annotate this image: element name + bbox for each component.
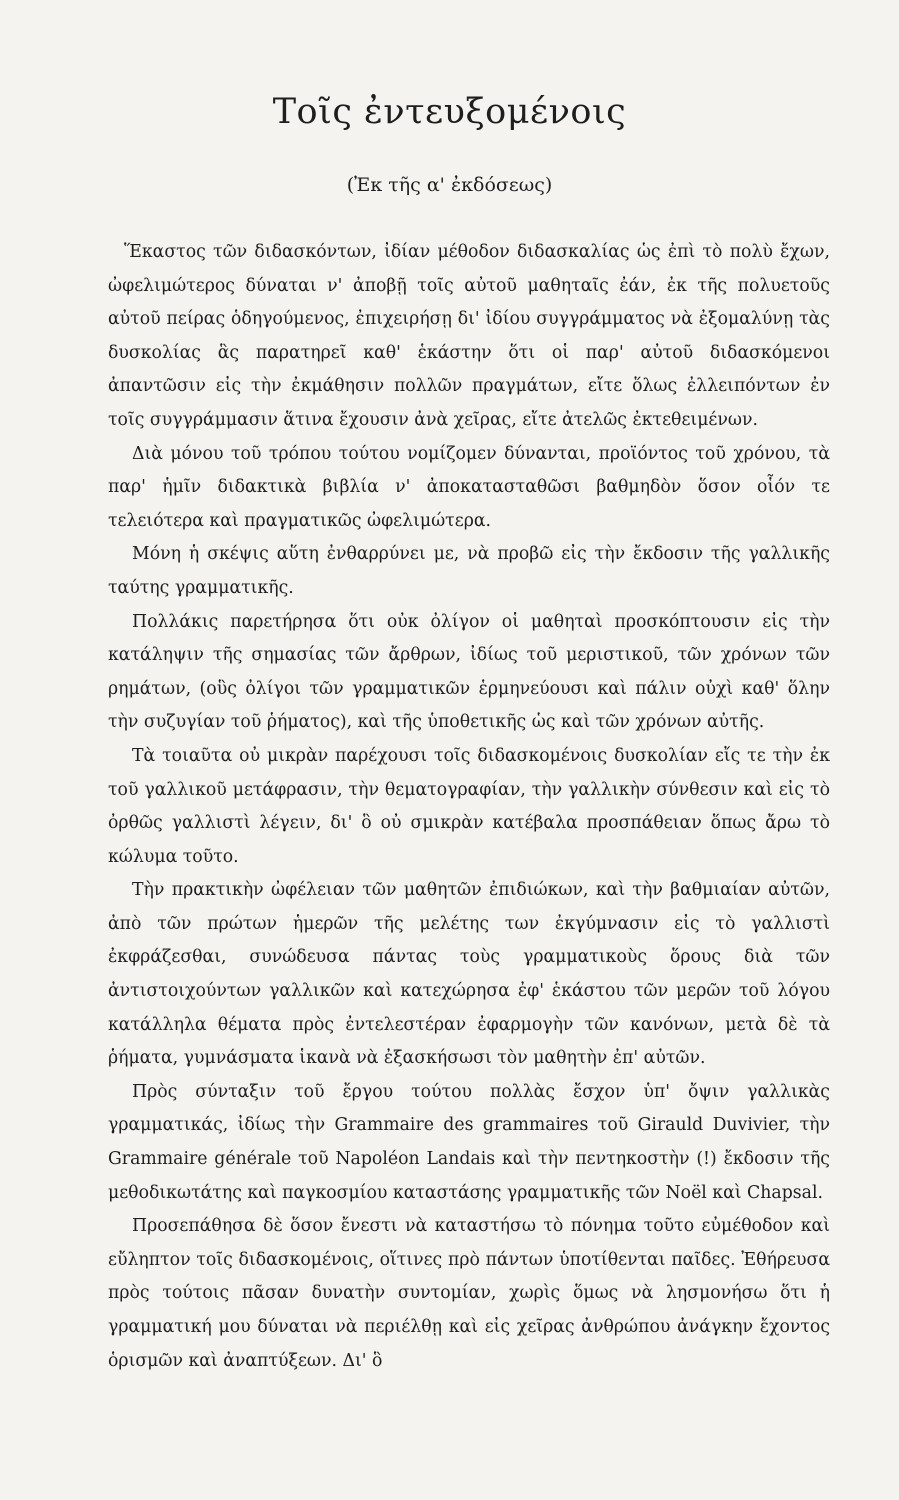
paragraph: Τὰ τοιαῦτα οὐ μικρὰν παρέχουσι τοῖς διδασκομένοις δυσκολίαν εἴς τε τὴν ἐκ τοῦ γαλλικοῦ μετάφρασιν, τὴν θεματογραφίαν, τὴν γαλλικὴν σύνθεσιν καὶ εἰς τὸ ὀρθῶς γαλλιστὶ λέγειν, δι' ὃ οὐ σμικρὰν κατέβαλα προσπάθειαν ὅπως ἄρω τὸ κώλυμα τοῦτο. (108, 745, 830, 867)
page-title: Τοῖς ἐντευξομένοις (272, 92, 627, 132)
body-text (108, 236, 830, 1378)
paragraph: Διὰ μόνου τοῦ τρόπου τούτου νομίζομεν δύνανται, προϊόντος τοῦ χρόνου, τὰ παρ' ἡμῖν διδακτικὰ βιβλία ν' ἀποκατασταθῶσι βαθμηδὸν ὅσον οἷόν τε τελειότερα καὶ πραγματικῶς ὠφελιμώτερα. (108, 443, 830, 531)
paragraph: Προσεπάθησα δὲ ὅσον ἔνεστι νὰ καταστήσω τὸ πόνημα τοῦτο εὐμέθοδον καὶ εὔληπτον τοῖς διδασκομένοις, οἵτινες πρὸ πάντων ὑποτίθενται παῖδες. Ἐθήρευσα πρὸς τούτοις πᾶσαν δυνατὴν συντομίαν, χωρὶς ὅμως νὰ λησμονήσω ὅτι ἡ γραμματική μου δύναται νὰ περιέλθῃ καὶ εἰς χεῖρας ἀνθρώπου ἀνάγκην ἔχοντος ὁρισμῶν καὶ ἀναπτύξεων. Δι' ὃ (108, 1216, 830, 1371)
paragraph: Ἕκαστος τῶν διδασκόντων, ἰδίαν μέθοδον διδασκαλίας ὡς ἐπὶ τὸ πολὺ ἔχων, ὠφελιμώτερος δύναται ν' ἀποβῇ τοῖς αὐτοῦ μαθηταῖς ἐάν, ἐκ τῆς πολυετοῦς αὐτοῦ πείρας ὁδηγούμενος, ἐπιχειρήσῃ δι' ἰδίου συγγράμματος νὰ ἐξομαλύνῃ τὰς δυσκολίας ἃς παρατηρεῖ καθ' ἑκάστην ὅτι οἱ παρ' αὐτοῦ διδασκόμενοι ἀπαντῶσιν εἰς τὴν ἐκμάθησιν πολλῶν πραγμάτων, εἴτε ὅλως ἐλλειπόντων ἐν τοῖς συγγράμμασιν ἅτινα ἔχουσιν ἀνὰ χεῖρας, εἴτε ἀτελῶς ἐκτεθειμένων. (108, 242, 830, 430)
page-subtitle: (Ἐκ τῆς α' ἐκδόσεως) (346, 174, 553, 196)
paragraph: Πρὸς σύνταξιν τοῦ ἔργου τούτου πολλὰς ἔσχον ὑπ' ὄψιν γαλλικὰς γραμματικάς, ἰδίως τὴν Grammaire des grammaires τοῦ Girauld Duvivier, τὴν Grammaire générale τοῦ Napoléon Landais καὶ τὴν πεντηκοστὴν (!) ἔκδοσιν τῆς μεθοδικωτάτης καὶ παγκοσμίου καταστάσης γραμματικῆς τῶν Noël καὶ Chapsal. (108, 1081, 830, 1203)
paragraph: Πολλάκις παρετήρησα ὅτι οὐκ ὀλίγον οἱ μαθηταὶ προσκόπτουσιν εἰς τὴν κατάληψιν τῆς σημασίας τῶν ἄρθρων, ἰδίως τοῦ μεριστικοῦ, τῶν χρόνων τῶν ρημάτων, (οὓς ὀλίγοι τῶν γραμματικῶν ἑρμηνεύουσι καὶ πάλιν οὐχὶ καθ' ὅλην τὴν συζυγίαν τοῦ ῥήματος), καὶ τῆς ὑποθετικῆς ὡς καὶ τῶν χρόνων αὐτῆς. (108, 611, 830, 733)
paragraph: Μόνη ἡ σκέψις αὕτη ἐνθαρρύνει με, νὰ προβῶ εἰς τὴν ἔκδοσιν τῆς γαλλικῆς ταύτης γραμματικῆς. (108, 544, 830, 598)
paragraph: Τὴν πρακτικὴν ὠφέλειαν τῶν μαθητῶν ἐπιδιώκων, καὶ τὴν βαθμιαίαν αὐτῶν, ἀπὸ τῶν πρώτων ἡμερῶν τῆς μελέτης των ἐκγύμνασιν εἰς τὸ γαλλιστὶ ἐκφράζεσθαι, συνώδευσα πάντας τοὺς γραμματικοὺς ὅρους διὰ τῶν ἀντιστοιχούντων γαλλικῶν καὶ κατεχώρησα ἐφ' ἑκάστου τῶν μερῶν τοῦ λόγου κατάλληλα θέματα πρὸς ἐντελεστέραν ἐφαρμογὴν τῶν κανόνων, μετὰ δὲ τὰ ῥήματα, γυμνάσματα ἱκανὰ νὰ ἐξασκήσωσι τὸν μαθητὴν ἐπ' αὐτῶν. (108, 880, 830, 1069)
